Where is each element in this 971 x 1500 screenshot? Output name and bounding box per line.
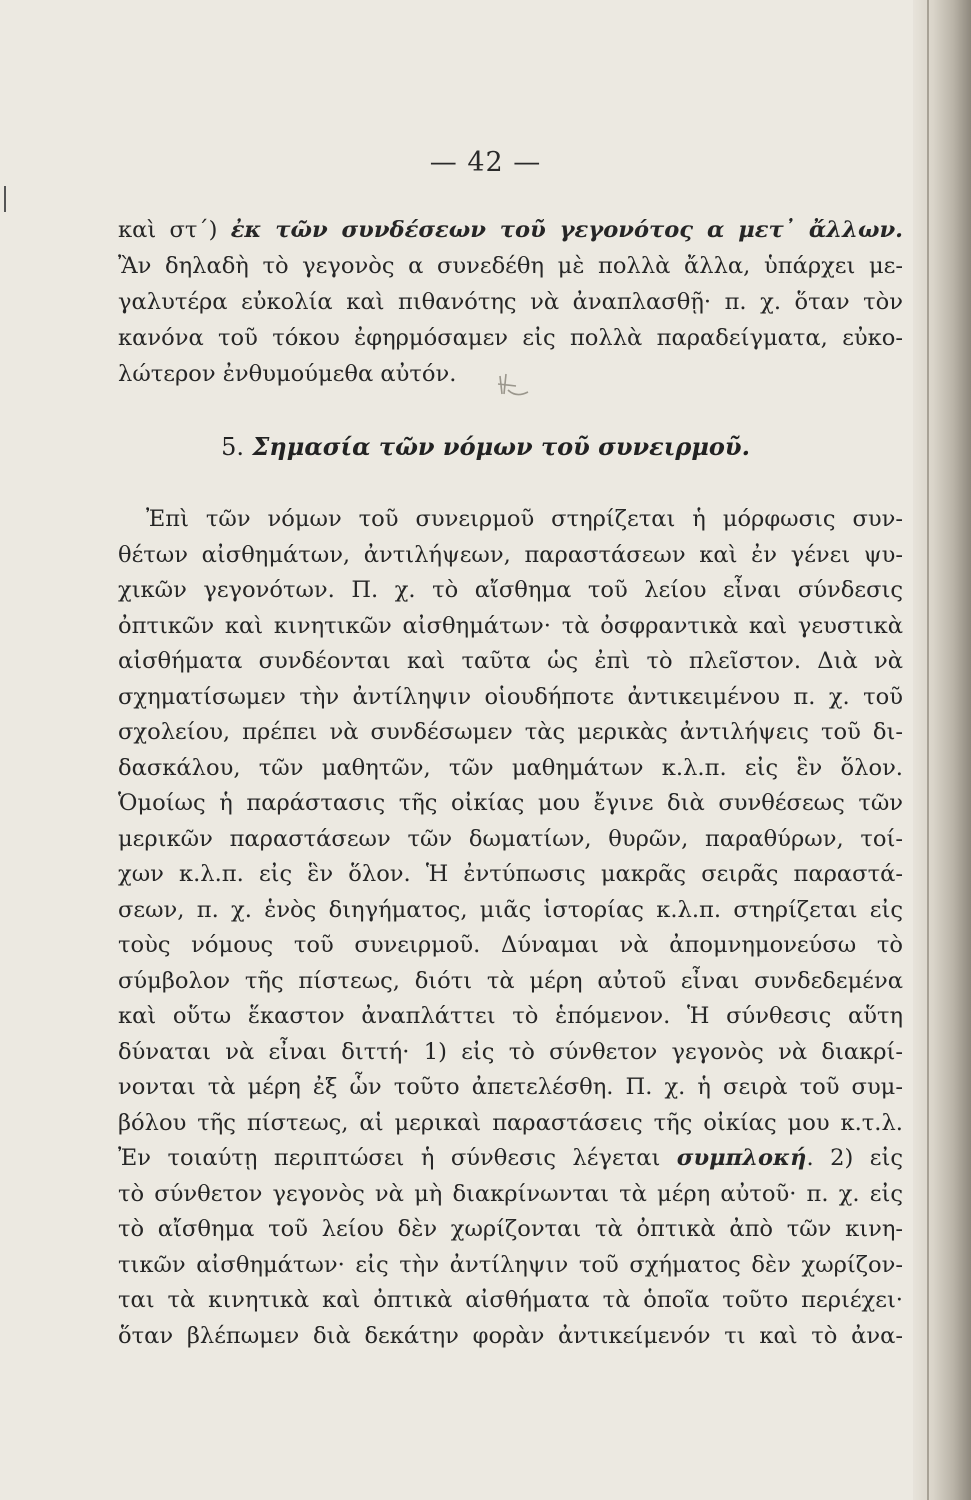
- paragraph-2-line: τοὺς νόμους τοῦ συνειρμοῦ. Δύναμαι νὰ ἀπομνημονεύσω τὸ: [118, 932, 903, 958]
- emphasis-heading: ἐκ τῶν συνδέσεων τοῦ γεγονότος α μετ᾿ ἄλλων.: [230, 217, 903, 243]
- paragraph-2-line: τὸ σύνθετον γεγονὸς νὰ μὴ διακρίνωνται τὰ μέρη αὐτοῦ· π. χ. εἰς: [118, 1180, 903, 1207]
- line-tail: . 2) εἰς: [806, 1145, 903, 1171]
- paragraph-2-line: ται τὰ κινητικὰ καὶ ὀπτικὰ αἰσθήματα τὰ ὁποῖα τοῦτο περιέχει·: [118, 1287, 903, 1313]
- spine-fold-line: [927, 0, 929, 1500]
- paragraph-2-line: σχηματίσωμεν τὴν ἀντίληψιν οἱουδήποτε ἀντικειμένου π. χ. τοῦ: [118, 683, 903, 710]
- paragraph-1-line: κανόνα τοῦ τόκου ἐφηρμόσαμεν εἰς πολλὰ παραδείγματα, εὐκο-: [118, 325, 903, 351]
- paragraph-1-line: λώτερον ἐνθυμούμεθα αὐτόν.: [118, 361, 457, 387]
- paragraph-2-line: τικῶν αἰσθημάτων· εἰς τὴν ἀντίληψιν τοῦ σχήματος δὲν χωρίζον-: [118, 1251, 903, 1278]
- page-number: — 42 —: [429, 147, 542, 178]
- line-lead: Ἐν τοιαύτῃ περιπτώσει ἡ σύνθεσις λέγεται: [118, 1145, 677, 1171]
- paragraph-1-line: Ἂν δηλαδὴ τὸ γεγονὸς α συνεδέθη μὲ πολλὰ ἄλλα, ὑπάρχει με-: [118, 253, 903, 279]
- paragraph-2-line: ὅταν βλέπωμεν διὰ δεκάτην φορὰν ἀντικείμενόν τι καὶ τὸ ἀνα-: [118, 1322, 903, 1349]
- paragraph-2-line: ὀπτικῶν καὶ κινητικῶν αἰσθημάτων· τὰ ὀσφραντικὰ καὶ γευστικὰ: [118, 612, 903, 639]
- section-number: 5.: [221, 433, 244, 461]
- paragraph-2-line: χων κ.λ.π. εἰς ἓν ὅλον. Ἡ ἐντύπωσις μακρᾶς σειρᾶς παραστά-: [118, 861, 903, 887]
- paragraph-2-line-emphasis: [118, 1141, 903, 1177]
- paragraph-2-line: τὸ αἴσθημα τοῦ λείου δὲν χωρίζονται τὰ ὀπτικὰ ἀπὸ τῶν κινη-: [118, 1216, 903, 1242]
- paragraph-2-line: θέτων αἰσθημάτων, ἀντιλήψεων, παραστάσεων καὶ ἐν γένει ψυ-: [118, 541, 903, 568]
- section-title: Σημασία τῶν νόμων τοῦ συνειρμοῦ.: [252, 432, 750, 461]
- pencil-scribble-icon: [494, 370, 534, 400]
- paragraph-2-line: βόλου τῆς πίστεως, αἱ μερικαὶ παραστάσεις τῆς οἰκίας μου κ.τ.λ.: [118, 1109, 903, 1136]
- book-spine-shadow: [913, 0, 971, 1500]
- paragraph-2: [118, 502, 903, 1354]
- line-lead: καὶ στ΄): [118, 217, 231, 243]
- paragraph-2-line: μερικῶν παραστάσεων τῶν δωματίων, θυρῶν, παραθύρων, τοί-: [118, 825, 903, 852]
- paragraph-2-line: δύναται νὰ εἶναι διττή· 1) εἰς τὸ σύνθετον γεγονὸς νὰ διακρί-: [118, 1038, 903, 1065]
- paragraph-1-line: γαλυτέρα εὐκολία καὶ πιθανότης νὰ ἀναπλασθῇ· π. χ. ὅταν τὸν: [118, 289, 903, 315]
- paragraph-2-line: αἰσθήματα συνδέονται καὶ ταῦτα ὡς ἐπὶ τὸ πλεῖστον. Διὰ νὰ: [118, 648, 903, 674]
- paragraph-2-line: σύμβολον τῆς πίστεως, διότι τὰ μέρη αὐτοῦ εἶναι συνδεδεμένα: [118, 967, 903, 994]
- paragraph-2-line: νονται τὰ μέρη ἐξ ὧν τοῦτο ἀπετελέσθη. Π. χ. ἡ σειρὰ τοῦ συμ-: [118, 1074, 903, 1100]
- paragraph-2-line: καὶ οὕτω ἕκαστον ἀναπλάττει τὸ ἑπόμενον. Ἡ σύνθεσις αὕτη: [118, 1003, 903, 1029]
- paragraph-2-line: χικῶν γεγονότων. Π. χ. τὸ αἴσθημα τοῦ λείου εἶναι σύνδεσις: [118, 577, 903, 603]
- paragraph-1-line-1: [118, 212, 903, 248]
- section-heading: [0, 432, 971, 461]
- margin-mark: [4, 186, 6, 212]
- paragraph-2-line: σχολείου, πρέπει νὰ συνδέσωμεν τὰς μερικὰς ἀντιλήψεις τοῦ δι-: [118, 719, 903, 745]
- paragraph-2-line: Ὁμοίως ἡ παράστασις τῆς οἰκίας μου ἔγινε διὰ συνθέσεως τῶν: [118, 790, 903, 816]
- paragraph-2-line: σεων, π. χ. ἑνὸς διηγήματος, μιᾶς ἱστορίας κ.λ.π. στηρίζεται εἰς: [118, 896, 903, 923]
- paragraph-2-line: δασκάλου, τῶν μαθητῶν, τῶν μαθημάτων κ.λ.π. εἰς ἓν ὅλον.: [118, 754, 903, 781]
- emphasis-term: συμπλοκή: [676, 1145, 807, 1171]
- paragraph-2-line: Ἐπὶ τῶν νόμων τοῦ συνειρμοῦ στηρίζεται ἡ μόρφωσις συν-: [146, 506, 903, 532]
- paragraph-1: [118, 212, 903, 392]
